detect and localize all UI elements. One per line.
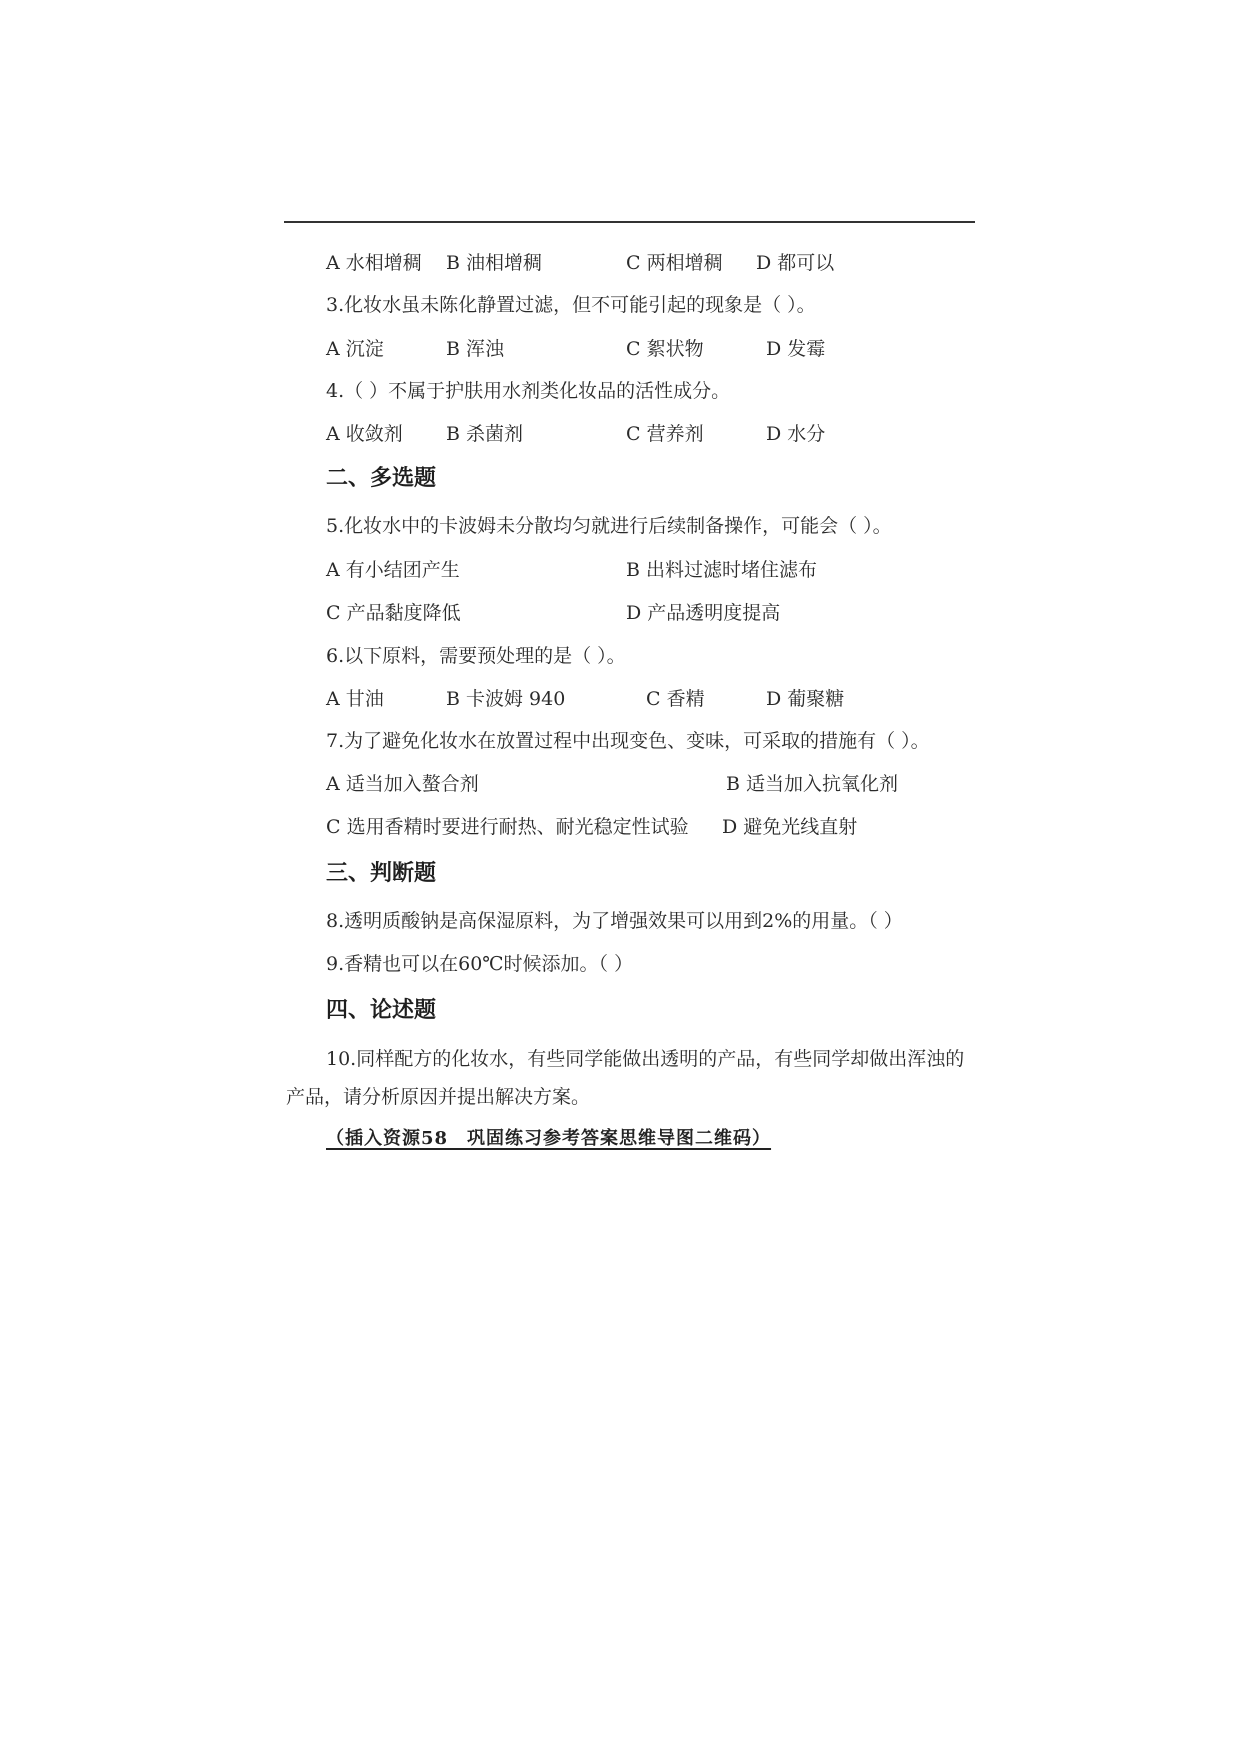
q6-option-b: B 卡波姆 940 — [446, 688, 566, 710]
q7-option-b: B 适当加入抗氧化剂 — [726, 773, 899, 795]
q3-option-d: D 发霉 — [766, 338, 826, 360]
q7-option-c: C 选用香精时要进行耐热、耐光稳定性试验 — [326, 816, 689, 838]
q2-option-c: C 两相增稠 — [626, 252, 723, 274]
q2-option-b: B 油相增稠 — [446, 252, 543, 274]
question-4-stem: 4.（ ）不属于护肤用水剂类化妆品的活性成分。 — [326, 380, 731, 402]
q6-option-d: D 葡聚糖 — [766, 688, 845, 710]
q3-option-a: A 沉淀 — [326, 338, 384, 360]
q2-option-a: A 水相增稠 — [326, 252, 422, 274]
q6-option-a: A 甘油 — [326, 688, 384, 710]
q5-option-d: D 产品透明度提高 — [626, 602, 781, 624]
q5-option-c: C 产品黏度降低 — [326, 602, 461, 624]
question-8-stem: 8.透明质酸钠是高保湿原料，为了增强效果可以用到2%的用量。（ ） — [326, 910, 903, 932]
q3-option-b: B 浑浊 — [446, 338, 505, 360]
section-heading-multiple-choice: 二、多选题 — [326, 466, 437, 491]
section-heading-essay: 四、论述题 — [326, 998, 437, 1023]
q4-option-c: C 营养剂 — [626, 423, 704, 445]
q5-option-b: B 出料过滤时堵住滤布 — [626, 559, 818, 581]
q7-option-a: A 适当加入螯合剂 — [326, 773, 479, 795]
q4-option-b: B 杀菌剂 — [446, 423, 524, 445]
question-3-stem: 3.化妆水虽未陈化静置过滤，但不可能引起的现象是（ ）。 — [326, 294, 816, 316]
header-rule — [284, 221, 975, 223]
q5-option-a: A 有小结团产生 — [326, 559, 460, 581]
question-7-stem: 7.为了避免化妆水在放置过程中出现变色、变味，可采取的措施有（ ）。 — [326, 730, 930, 752]
resource-note: （插入资源58 巩固练习参考答案思维导图二维码） — [326, 1128, 772, 1149]
q4-option-d: D 水分 — [766, 423, 826, 445]
q2-option-d: D 都可以 — [756, 252, 835, 274]
section-heading-true-false: 三、判断题 — [326, 861, 437, 886]
question-5-stem: 5.化妆水中的卡波姆未分散均匀就进行后续制备操作，可能会（ ）。 — [326, 515, 892, 537]
question-6-stem: 6.以下原料，需要预处理的是（ ）。 — [326, 645, 626, 667]
q3-option-c: C 絮状物 — [626, 338, 704, 360]
question-10-stem: 10.同样配方的化妆水，有些同学能做出透明的产品，有些同学却做出浑浊的产品，请分析原因并提出解决方案。 — [286, 1048, 965, 1108]
q7-option-d: D 避免光线直射 — [722, 816, 858, 838]
q6-option-c: C 香精 — [646, 688, 705, 710]
q4-option-a: A 收敛剂 — [326, 423, 403, 445]
question-9-stem: 9.香精也可以在60℃时候添加。（ ） — [326, 953, 634, 975]
